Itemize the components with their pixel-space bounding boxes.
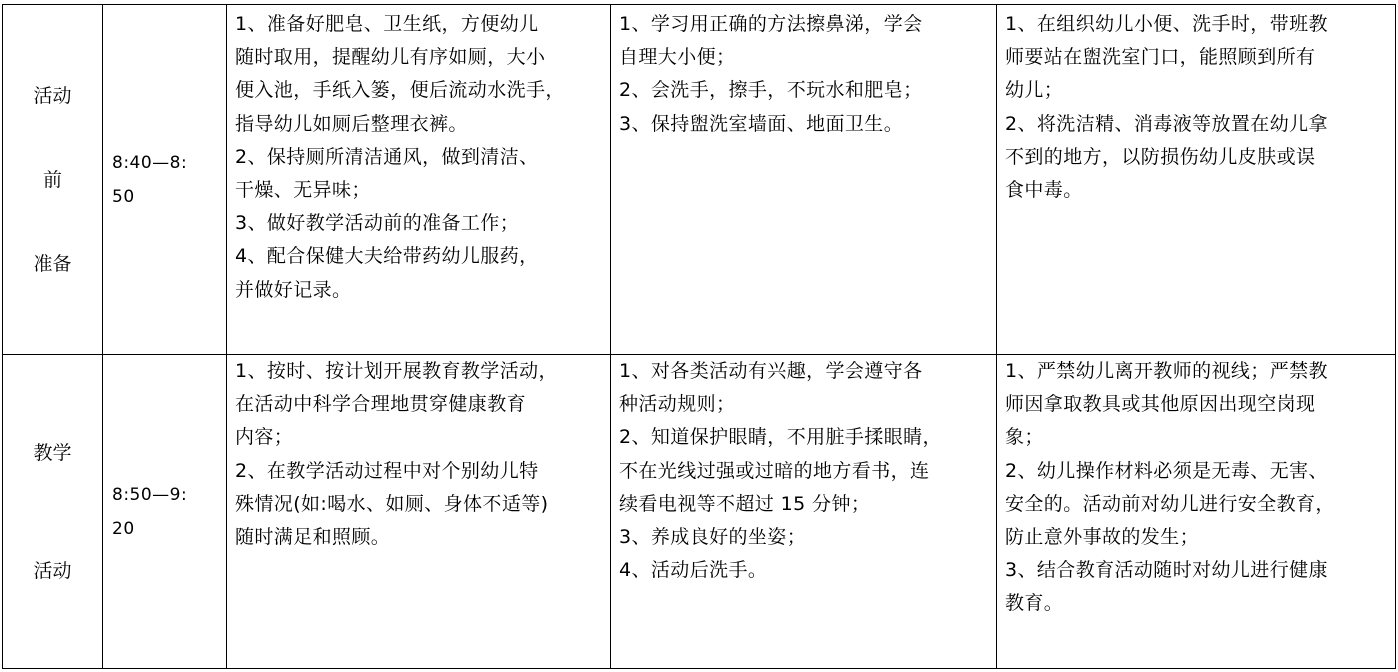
time-cell: [103, 5, 227, 355]
text-line: 师因拿取教具或其他原因出现空岗现: [1005, 393, 1316, 416]
time-cell: [103, 355, 227, 669]
activity-name-line: 教学: [33, 441, 72, 464]
text-line: 2、会洗手，擦手，不玩水和肥皂；: [619, 79, 923, 102]
text-line: 内容；: [235, 426, 294, 449]
text-line: 并做好记录。: [235, 278, 352, 301]
text-line: 在活动中科学合理地贯穿健康教育: [235, 393, 527, 416]
text-line: 干燥、无异味；: [235, 179, 371, 202]
text-line: 4、配合保健大夫给带药幼儿服药，: [235, 245, 539, 268]
text-line: 安全的。活动前对幼儿进行安全教育，: [1005, 492, 1335, 515]
time-line: 20: [112, 518, 135, 539]
text-line: 2、知道保护眼睛，不用脏手揉眼睛，: [619, 426, 942, 449]
text-line: 1、对各类活动有兴趣，学会遵守各: [619, 360, 923, 382]
table-row: [3, 355, 1396, 669]
text-line: 不在光线过强或过暗的地方看书，连: [619, 459, 930, 482]
time-line: 8:40—8:: [112, 152, 188, 173]
text-line: 1、严禁幼儿离开教师的视线；严禁教: [1005, 360, 1328, 382]
activity-name-cell: [3, 5, 103, 355]
text-line: 3、做好教学活动前的准备工作；: [235, 212, 520, 235]
table-row: [3, 5, 1396, 355]
activity-name-line: 准备: [33, 252, 72, 275]
text-line: 便入池，手纸入篓，便后流动水洗手，: [235, 79, 565, 102]
text-line: 教育。: [1005, 592, 1064, 615]
text-line: 2、将洗洁精、消毒液等放置在幼儿拿: [1005, 112, 1328, 135]
time-line: 8:50—9:: [112, 484, 188, 505]
text-line: 随时取用，提醒幼儿有序如厕，大小: [235, 46, 546, 69]
child-goals-cell: [611, 355, 997, 669]
text-line: 1、按时、按计划开展教育教学活动，: [235, 360, 558, 382]
text-line: 象；: [1005, 426, 1044, 449]
text-line: 4、活动后洗手。: [619, 559, 768, 582]
text-line: 3、结合教育活动随时对幼儿进行健康: [1005, 559, 1328, 582]
text-line: 3、养成良好的坐姿；: [619, 526, 807, 549]
text-line: 随时满足和照顾。: [235, 526, 391, 549]
text-line: 自理大小便；: [619, 46, 736, 69]
teacher-duties-cell: [227, 5, 611, 355]
text-line: 1、在组织幼儿小便、洗手时，带班教: [1005, 13, 1328, 35]
time-line: 50: [112, 186, 135, 207]
text-line: 幼儿；: [1005, 79, 1064, 102]
activity-name-line: 前: [42, 168, 62, 191]
text-line: 1、准备好肥皂、卫生纸，方便幼儿: [235, 13, 539, 35]
safety-notes-cell: [997, 5, 1396, 355]
text-line: 食中毒。: [1005, 179, 1083, 202]
child-goals-cell: [611, 5, 997, 355]
text-line: 2、幼儿操作材料必须是无毒、无害、: [1005, 459, 1328, 482]
text-line: 续看电视等不超过 15 分钟；: [619, 492, 871, 515]
teacher-duties-cell: [227, 355, 611, 669]
daily-routine-table: [2, 4, 1396, 669]
safety-notes-cell: [997, 355, 1396, 669]
text-line: 3、保持盥洗室墙面、地面卫生。: [619, 112, 904, 135]
text-line: 种活动规则；: [619, 393, 736, 416]
activity-name-line: 活动: [33, 559, 72, 582]
text-line: 师要站在盥洗室门口，能照顾到所有: [1005, 46, 1316, 69]
text-line: 指导幼儿如厕后整理衣裤。: [235, 112, 468, 135]
text-line: 1、学习用正确的方法擦鼻涕，学会: [619, 13, 923, 35]
text-line: 殊情况(如:喝水、如厕、身体不适等): [235, 492, 549, 515]
text-line: 不到的地方，以防损伤幼儿皮肤或误: [1005, 145, 1316, 168]
text-line: 防止意外事故的发生；: [1005, 526, 1200, 549]
activity-name-cell: [3, 355, 103, 669]
text-line: 2、保持厕所清洁通风，做到清洁、: [235, 145, 539, 168]
text-line: 2、在教学活动过程中对个别幼儿特: [235, 459, 539, 482]
activity-name-line: 活动: [33, 84, 72, 107]
